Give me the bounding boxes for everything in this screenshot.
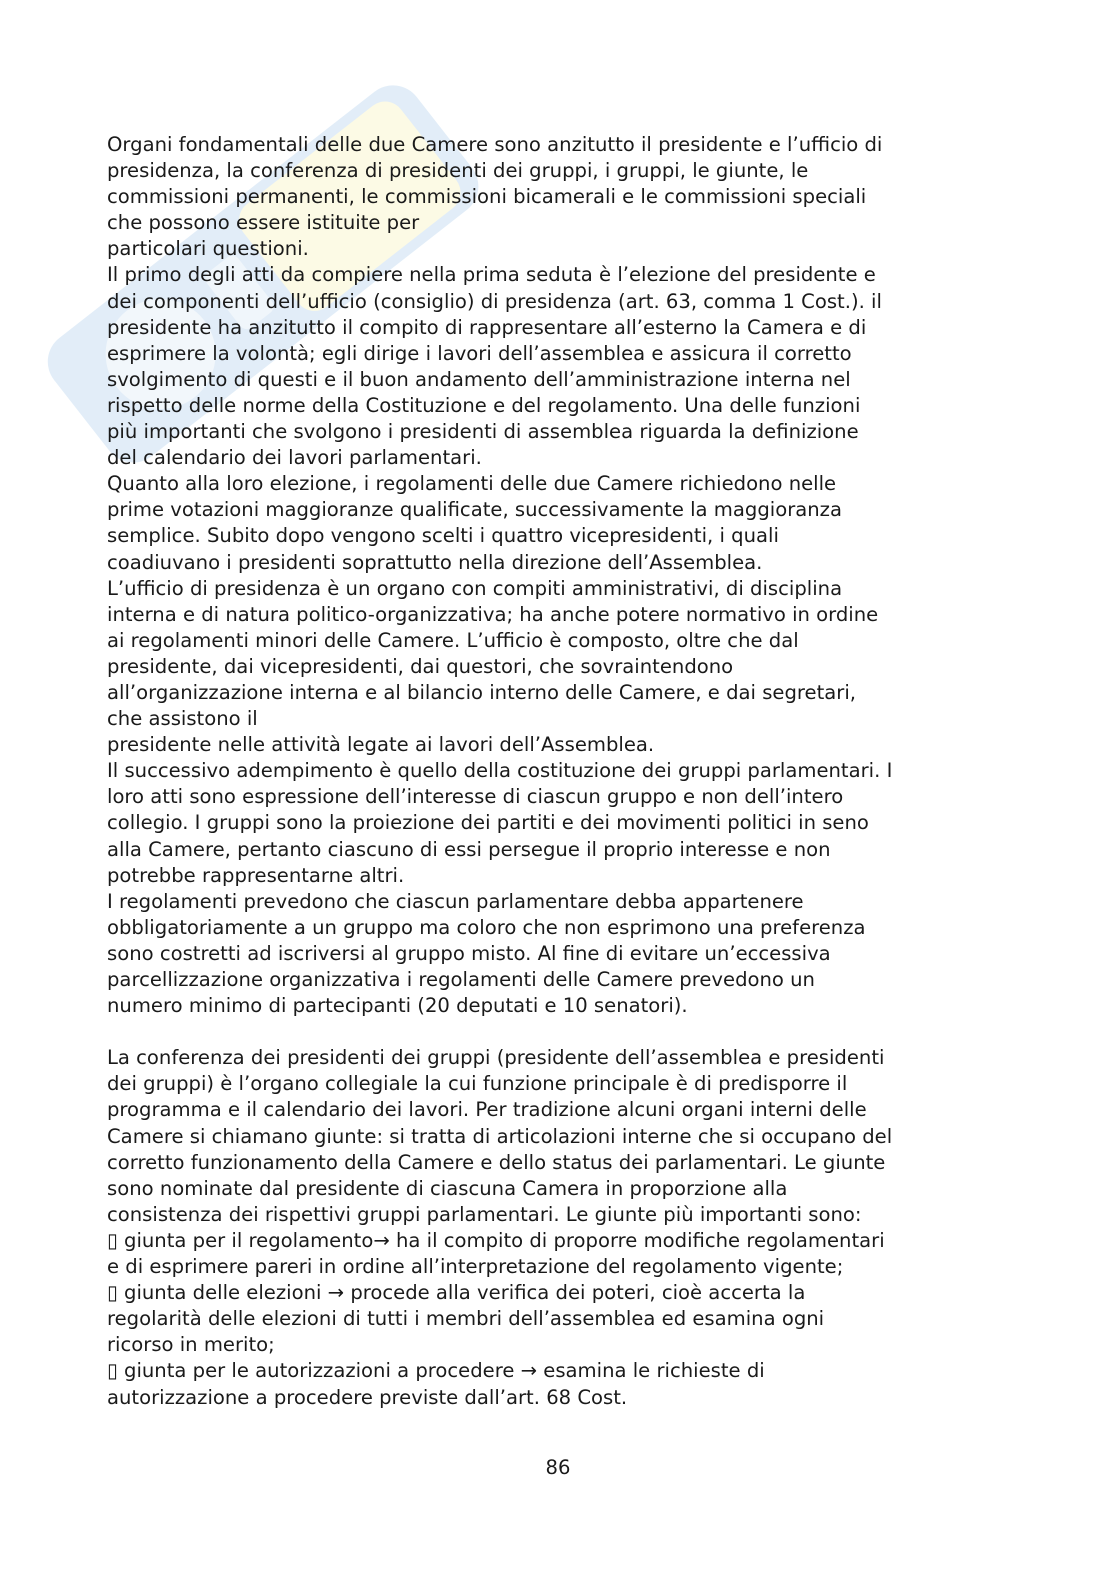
text-line: sono costretti ad iscriversi al gruppo misto. Al fine di evitare un’eccessiva — [107, 941, 831, 965]
text-line: programma e il calendario dei lavori. Per tradizione alcuni organi interni delle — [107, 1098, 867, 1122]
text-line: collegio. I gruppi sono la proiezione dei partiti e dei movimenti politici in seno — [107, 811, 869, 835]
text-line: sono nominate dal presidente di ciascuna Camera in proporzione alla — [107, 1176, 788, 1200]
text-line: autorizzazione a procedere previste dall’art. 68 Cost. — [107, 1385, 628, 1409]
text-line: dei componenti dell’ufficio (consiglio) di presidenza (art. 63, comma 1 Cost.). il — [107, 289, 882, 313]
text-line: obbligatoriamente a un gruppo ma coloro che non esprimono una preferenza — [107, 915, 866, 939]
text-line: ▯ giunta per le autorizzazioni a procedere → esamina le richieste di — [107, 1359, 765, 1383]
text-line: parcellizzazione organizzativa i regolamenti delle Camere prevedono un — [107, 968, 815, 991]
text-line: Organi fondamentali delle due Camere sono anzitutto il presidente e l’ufficio di — [107, 133, 883, 156]
text-line: del calendario dei lavori parlamentari. — [107, 446, 482, 470]
text-line: presidenza, la conferenza di presidenti dei gruppi, i gruppi, le giunte, le — [107, 159, 809, 183]
text-line: esprimere la volontà; egli dirige i lavori dell’assemblea e assicura il corretto — [107, 341, 852, 365]
page-body-text — [107, 132, 1007, 1411]
text-line: e di esprimere pareri in ordine all’interpretazione del regolamento vigente; — [107, 1255, 844, 1279]
text-line: ai regolamenti minori delle Camere. L’ufficio è composto, oltre che dal — [107, 628, 799, 652]
text-line: Camere si chiamano giunte: si tratta di articolazioni interne che si occupano del — [107, 1124, 893, 1148]
text-line: semplice. Subito dopo vengono scelti i quattro vicepresidenti, i quali — [107, 524, 779, 548]
text-line: commissioni permanenti, le commissioni bicamerali e le commissioni speciali — [107, 185, 867, 209]
text-line: regolarità delle elezioni di tutti i membri dell’assemblea ed esamina ogni — [107, 1307, 825, 1331]
text-line: più importanti che svolgono i presidenti di assemblea riguarda la definizione — [107, 420, 859, 444]
page-number: 86 — [545, 1456, 571, 1479]
text-line: presidente ha anzitutto il compito di rappresentare all’esterno la Camera e di — [107, 315, 867, 339]
text-line: coadiuvano i presidenti soprattutto nella direzione dell’Assemblea. — [107, 550, 763, 574]
text-line: che assistono il — [107, 707, 258, 731]
text-line: potrebbe rappresentarne altri. — [107, 863, 405, 887]
text-line: che possono essere istituite per — [107, 211, 420, 235]
text-line: presidente, dai vicepresidenti, dai questori, che sovraintendono — [107, 654, 734, 678]
text-line: ▯ giunta delle elezioni → procede alla verifica dei poteri, cioè accerta la — [107, 1281, 806, 1305]
text-line: numero minimo di partecipanti (20 deputati e 10 senatori). — [107, 994, 688, 1018]
text-line: I regolamenti prevedono che ciascun parlamentare debba appartenere — [107, 889, 804, 913]
text-line: L’ufficio di presidenza è un organo con compiti amministrativi, di disciplina — [107, 576, 843, 600]
text-line: presidente nelle attività legate ai lavori dell’Assemblea. — [107, 733, 655, 757]
text-line: svolgimento di questi e il buon andamento dell’amministrazione interna nel — [107, 367, 851, 391]
text-line: loro atti sono espressione dell’interesse di ciascun gruppo e non dell’intero — [107, 785, 844, 809]
text-line: consistenza dei rispettivi gruppi parlamentari. Le giunte più importanti sono: — [107, 1202, 862, 1226]
text-line: rispetto delle norme della Costituzione e del regolamento. Una delle funzioni — [107, 393, 861, 417]
text-line: La conferenza dei presidenti dei gruppi (presidente dell’assemblea e presidenti — [107, 1046, 885, 1070]
text-line: particolari questioni. — [107, 237, 309, 261]
text-line: Il successivo adempimento è quello della costituzione dei gruppi parlamentari. I — [107, 759, 893, 783]
text-line: dei gruppi) è l’organo collegiale la cui funzione principale è di predisporre il — [107, 1072, 848, 1096]
text-line: alla Camere, pertanto ciascuno di essi persegue il proprio interesse e non — [107, 837, 831, 861]
blank-line — [107, 1019, 1007, 1045]
text-line: corretto funzionamento della Camere e dello status dei parlamentari. Le giunte — [107, 1150, 886, 1174]
text-line: prime votazioni maggioranze qualificate, successivamente la maggioranza — [107, 498, 842, 522]
text-line: interna e di natura politico-organizzativa; ha anche potere normativo in ordine — [107, 602, 879, 626]
text-line: ▯ giunta per il regolamento→ ha il compito di proporre modifiche regolamentari — [107, 1228, 885, 1252]
text-line: all’organizzazione interna e al bilancio interno delle Camere, e dai segretari, — [107, 680, 857, 704]
text-line: ricorso in merito; — [107, 1333, 275, 1357]
text-line: Il primo degli atti da compiere nella prima seduta è l’elezione del presidente e — [107, 263, 876, 287]
text-line: Quanto alla loro elezione, i regolamenti delle due Camere richiedono nelle — [107, 472, 837, 496]
